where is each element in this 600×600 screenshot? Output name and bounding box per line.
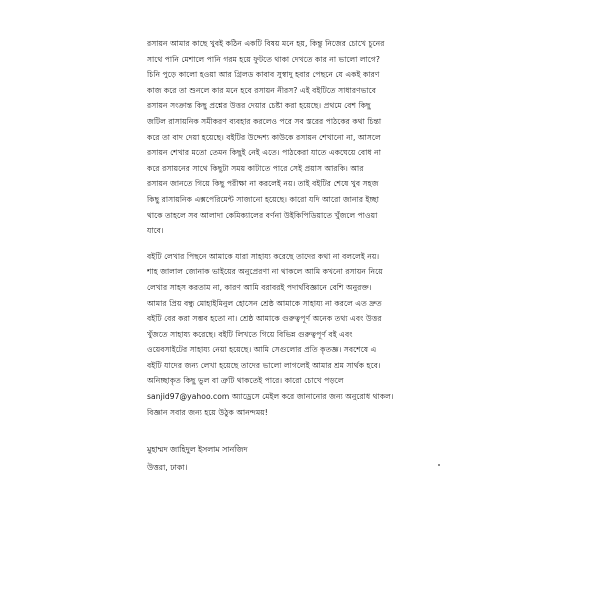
text-line: খুঁজতে সাহায্য করেছে। বইটি লিখতে গিয়ে বিভিন্ন গুরুত্বপূর্ণ বই এবং: [147, 329, 353, 339]
text-line: sanjid97@yahoo.com অ্যাড্রেসে মেইল করে জানানোর জন্য অনুরোধ থাকল।: [147, 392, 394, 402]
author-location: উত্তরা, ঢাকা।: [147, 463, 188, 472]
text-line: বইটি বের করা সম্ভব হতো না। শ্রেষ্ঠ আমাকে গুরুত্বপূর্ণ অনেক তথ্য এবং উত্তর: [147, 314, 382, 324]
text-line: লেখার সাহস করতাম না, কারণ আমি বরাবরই পদার্থবিজ্ঞানে বেশি অনুরক্ত।: [147, 282, 372, 292]
text-line: রসায়ন সংক্রান্ত কিছু প্রশ্নের উত্তর দেয়ার চেষ্টা করা হয়েছে। প্রথমে বেশ কিছু: [147, 101, 371, 111]
text-line: আমার প্রিয় বন্ধু মোহাইমিনুল হোসেন শ্রেষ্ঠ আমাকে সাহায্য না করলে এত দ্রুত: [147, 298, 382, 308]
preface-body: [147, 36, 452, 420]
text-line: করে রসায়নের সাথে কিছুটা সময় কাটাতে পারে সেই প্রয়াস আরকি। আর: [147, 163, 364, 173]
text-line: বইটি যাদের জন্য লেখা হয়েছে তাদের ভালো লাগলেই আমার শ্রম সার্থক হবে।: [147, 360, 381, 370]
text-line: রসায়ন শেখার মতো তেমন কিছুই নেই এতে। পাঠকেরা যাতে একঘেয়ে বোধ না: [147, 148, 381, 158]
text-line: রসায়ন জানতে গিয়ে কিছু পরীক্ষা না করলেই নয়। তাই বইটির শেষে খুব সহজ: [147, 179, 379, 189]
text-line: শাহ জালাল জোনাক ভাইয়ের অনুপ্রেরণা না থাকলে আমি কখনো রসায়ন নিয়ে: [147, 267, 383, 277]
paragraph-intro: [147, 36, 452, 239]
text-line: যাবে।: [147, 226, 164, 236]
author-name: মুহাম্মদ জাহিদুল ইসলাম সানজিদ: [147, 445, 248, 454]
text-line: সাথে পানি মেশালে পানি গরম হয়ে ফুটতে থাকা দেখতে কার না ভালো লাগে?: [147, 54, 380, 64]
paragraph-gap: [147, 239, 452, 249]
paragraph-acknowledgements: [147, 249, 452, 421]
text-line: থাকে তাহলে সব আলাদা কেমিক্যালের বর্ণনা উইকিপিডিয়াতে খুঁজলে পাওয়া: [147, 210, 378, 220]
text-line: চিনি পুড়ে কালো হওয়া আর গ্রিলড কাবাব সুস্বাদু হবার পেছনে যে একই কারণ: [147, 70, 380, 80]
text-line: কাজ করে তা শুনলে কার মনে হবে রসায়ন নীরস? এই বইটিতে সাধারণভাবে: [147, 85, 376, 95]
author-signature: [147, 441, 447, 477]
text-line: বইটি লেখার পিছনে আমাকে যারা সাহায্য করেছে তাদের কথা না বললেই নয়।: [147, 251, 380, 261]
text-line: অনিচ্ছাকৃত কিছু ভুল বা ত্রুটি থাকতেই পারে। কারো চোখে পড়লে: [147, 376, 344, 386]
text-line: কিছু রাসায়নিক এক্সপেরিমেন্ট সাজানো হয়েছে। কারো যদি আরো জানার ইচ্ছা: [147, 194, 379, 204]
text-line: ওয়েবসাইটের সাহায্য নেয়া হয়েছে। আমি সেগুলোর প্রতি কৃতজ্ঞ। সবশেষে এ: [147, 345, 377, 355]
text-line: রসায়ন আমার কাছে খুবই কঠিন একটি বিষয় মনে হয়, কিন্তু নিজের চোখে চুনের: [147, 39, 385, 48]
text-line: করে তা বাদ দেয়া হয়েছে। বইটির উদ্দেশ্য কাউকে রসায়ন শেখানো না, আসলে: [147, 132, 381, 142]
text-line: জটিল রাসায়নিক সমীকরণ ব্যবহার করলেও পরে সব স্তরের পাঠকের কথা চিন্তা: [147, 116, 382, 126]
text-line: বিজ্ঞান সবার জন্য হয়ে উঠুক আনন্দময়!: [147, 407, 268, 417]
